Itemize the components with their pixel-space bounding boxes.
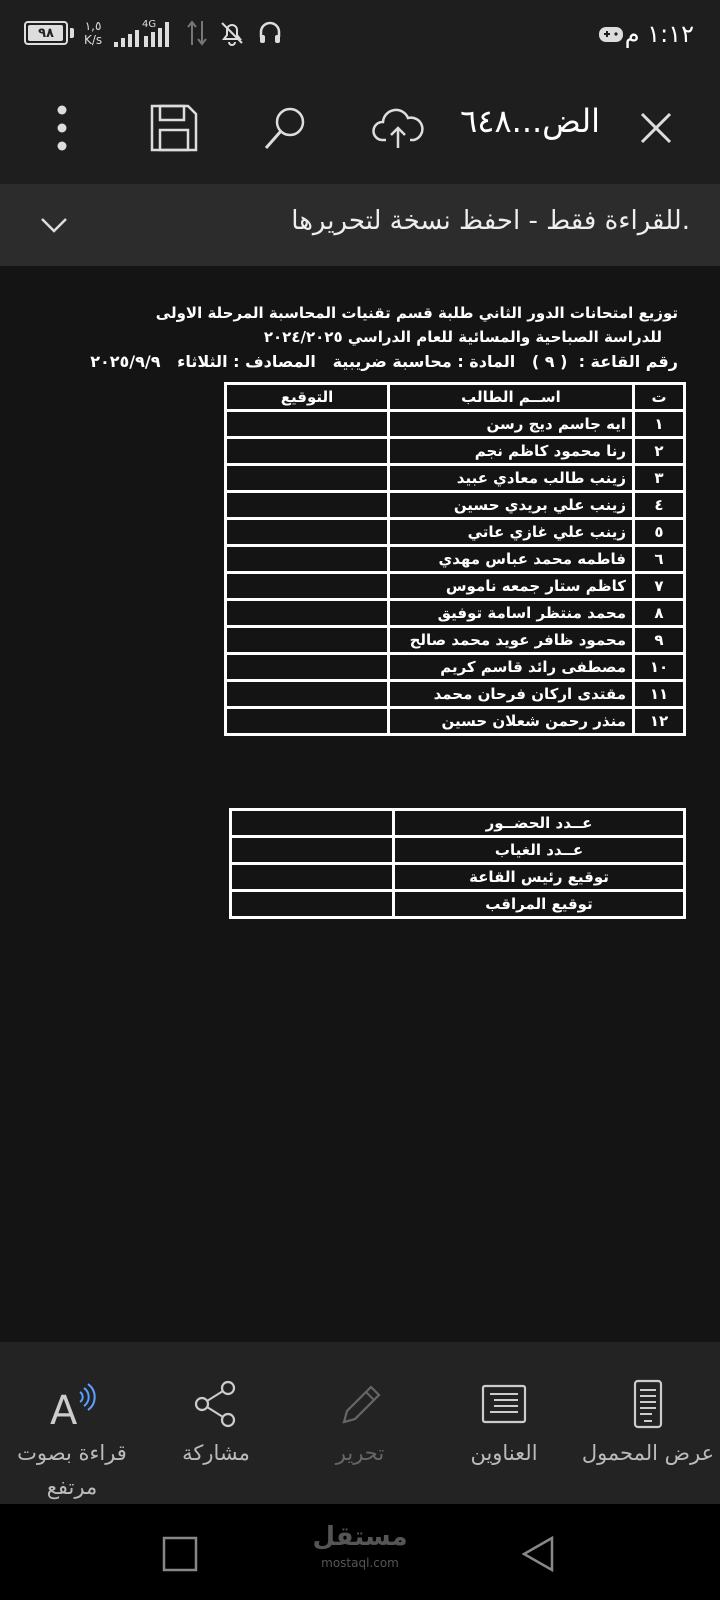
more-options-button[interactable] xyxy=(34,100,90,156)
bottom-action-bar xyxy=(0,1342,720,1504)
summary-value-cell xyxy=(231,891,394,918)
student-number: ٢ xyxy=(634,438,685,465)
summary-label: توقيع رئيس القاعة xyxy=(394,864,685,891)
status-bar xyxy=(0,0,720,72)
signature-cell xyxy=(226,681,389,708)
table-row xyxy=(226,519,685,546)
summary-table xyxy=(229,808,686,919)
table-row xyxy=(226,573,685,600)
student-number: ١ xyxy=(634,411,685,438)
search-icon xyxy=(258,100,314,156)
table-row xyxy=(226,654,685,681)
watermark-logo: مستقل xyxy=(312,1522,408,1552)
svg-text:A: A xyxy=(50,1388,78,1430)
table-row xyxy=(226,411,685,438)
edit-label: تحرير xyxy=(335,1441,385,1465)
column-header-name: اســم الطالب xyxy=(389,384,634,411)
cloud-upload-icon xyxy=(370,100,426,156)
signature-cell xyxy=(226,627,389,654)
column-header-signature: التوقيع xyxy=(226,384,389,411)
read-aloud-button[interactable] xyxy=(0,1342,144,1504)
student-name: زينب طالب معادي عبيد xyxy=(389,465,634,492)
summary-label: عــدد الحضــور xyxy=(394,810,685,837)
banner-text: للقراءة فقط - احفظ نسخة لتحريرها. xyxy=(291,206,690,236)
headset-icon xyxy=(256,19,284,47)
headings-button[interactable] xyxy=(432,1342,576,1504)
network-speed xyxy=(84,19,102,47)
student-name: فاطمه محمد عباس مهدي xyxy=(389,546,634,573)
signature-cell xyxy=(226,492,389,519)
doc-title-line1: توزيع امتحانات الدور الثاني طلبة قسم تقنيات المحاسبة المرحلة الاولى xyxy=(155,304,678,322)
summary-label: توقيع المراقب xyxy=(394,891,685,918)
document-title[interactable]: الض...٦٤٨ xyxy=(460,102,600,140)
share-button[interactable] xyxy=(144,1342,288,1504)
watermark-url: mostaql.com xyxy=(321,1556,399,1570)
edit-pencil-icon xyxy=(334,1378,386,1430)
save-button[interactable] xyxy=(146,100,202,156)
summary-value-cell xyxy=(231,864,394,891)
game-controller-icon xyxy=(598,24,624,46)
edit-button[interactable] xyxy=(288,1342,432,1504)
summary-table-body xyxy=(231,810,685,918)
table-row xyxy=(226,438,685,465)
signature-cell xyxy=(226,654,389,681)
students-table xyxy=(224,382,686,736)
student-number: ١٠ xyxy=(634,654,685,681)
battery-icon xyxy=(24,21,68,45)
share-icon xyxy=(190,1378,242,1430)
speed-value: ١,٥ xyxy=(84,19,102,33)
speed-unit: K/s xyxy=(84,33,103,47)
student-name: رنا محمود كاظم نجم xyxy=(389,438,634,465)
signature-cell xyxy=(226,708,389,735)
signal-icon xyxy=(112,18,176,48)
battery-level: ٩٨ xyxy=(38,25,54,41)
read-aloud-label: قراءة بصوت مرتفع xyxy=(17,1441,127,1499)
summary-label: عــدد الغياب xyxy=(394,837,685,864)
summary-row xyxy=(231,837,685,864)
student-name: زينب علي غازي عاتي xyxy=(389,519,634,546)
summary-value-cell xyxy=(231,837,394,864)
mute-bell-icon xyxy=(218,19,246,47)
document-viewer[interactable] xyxy=(0,266,720,1342)
student-name: مصطفى رائد قاسم كريم xyxy=(389,654,634,681)
student-number: ٦ xyxy=(634,546,685,573)
data-arrows-icon xyxy=(186,19,208,47)
more-vert-icon xyxy=(34,100,90,156)
table-row xyxy=(226,546,685,573)
table-row xyxy=(226,627,685,654)
table-row xyxy=(226,681,685,708)
student-number: ٣ xyxy=(634,465,685,492)
student-number: ٨ xyxy=(634,600,685,627)
doc-title-line2: للدراسة الصباحية والمسائية للعام الدراسي ٢٠٢٤/٢٠٢٥ xyxy=(263,328,662,346)
signature-cell xyxy=(226,465,389,492)
battery-tip xyxy=(70,28,74,38)
student-number: ١١ xyxy=(634,681,685,708)
read-aloud-icon xyxy=(46,1378,98,1430)
summary-value-cell xyxy=(231,810,394,837)
back-icon[interactable] xyxy=(518,1534,558,1574)
students-table-body xyxy=(226,384,685,735)
upload-button[interactable] xyxy=(370,100,426,156)
summary-row xyxy=(231,864,685,891)
signature-cell xyxy=(226,573,389,600)
student-name: كاظم ستار جمعه ناموس xyxy=(389,573,634,600)
signature-cell xyxy=(226,546,389,573)
read-only-banner[interactable] xyxy=(0,184,720,266)
signature-cell xyxy=(226,600,389,627)
column-header-num: ت xyxy=(634,384,685,411)
student-name: محمد منتظر اسامة توفيق xyxy=(389,600,634,627)
table-row xyxy=(226,492,685,519)
student-name: ايه جاسم ديج رسن xyxy=(389,411,634,438)
student-number: ١٢ xyxy=(634,708,685,735)
system-nav-bar xyxy=(0,1504,720,1600)
student-name: زينب علي بريدي حسين xyxy=(389,492,634,519)
close-button[interactable] xyxy=(628,100,684,156)
student-number: ٥ xyxy=(634,519,685,546)
mobile-view-label: عرض المحمول xyxy=(581,1441,715,1465)
student-name: مقتدى اركان فرحان محمد xyxy=(389,681,634,708)
student-name: محمود ظافر عويد محمد صالح xyxy=(389,627,634,654)
headings-icon xyxy=(478,1378,530,1430)
summary-row xyxy=(231,810,685,837)
table-row xyxy=(226,708,685,735)
network-type: 4G xyxy=(142,19,157,30)
student-number: ٩ xyxy=(634,627,685,654)
signature-cell xyxy=(226,519,389,546)
share-label: مشاركة xyxy=(182,1441,250,1465)
chevron-down-icon[interactable] xyxy=(36,210,72,240)
mobile-view-button[interactable] xyxy=(576,1342,720,1504)
search-button[interactable] xyxy=(258,100,314,156)
doc-info-line: رقم القاعة : ( ٩ ) المادة : محاسبة ضريبية المصادف : الثلاثاء ٢٠٢٥/٩/٩ xyxy=(90,352,678,371)
close-icon xyxy=(628,100,684,156)
summary-row xyxy=(231,891,685,918)
mobile-view-icon xyxy=(622,1378,674,1430)
student-name: منذر رحمن شعلان حسين xyxy=(389,708,634,735)
headings-label: العناوين xyxy=(470,1441,538,1465)
student-number: ٤ xyxy=(634,492,685,519)
table-header-row xyxy=(226,384,685,411)
signature-cell xyxy=(226,438,389,465)
status-time: ١:١٢ م xyxy=(624,20,694,48)
table-row xyxy=(226,465,685,492)
save-icon xyxy=(146,100,202,156)
student-number: ٧ xyxy=(634,573,685,600)
table-row xyxy=(226,600,685,627)
status-left xyxy=(24,18,284,48)
app-toolbar xyxy=(0,72,720,184)
signature-cell xyxy=(226,411,389,438)
